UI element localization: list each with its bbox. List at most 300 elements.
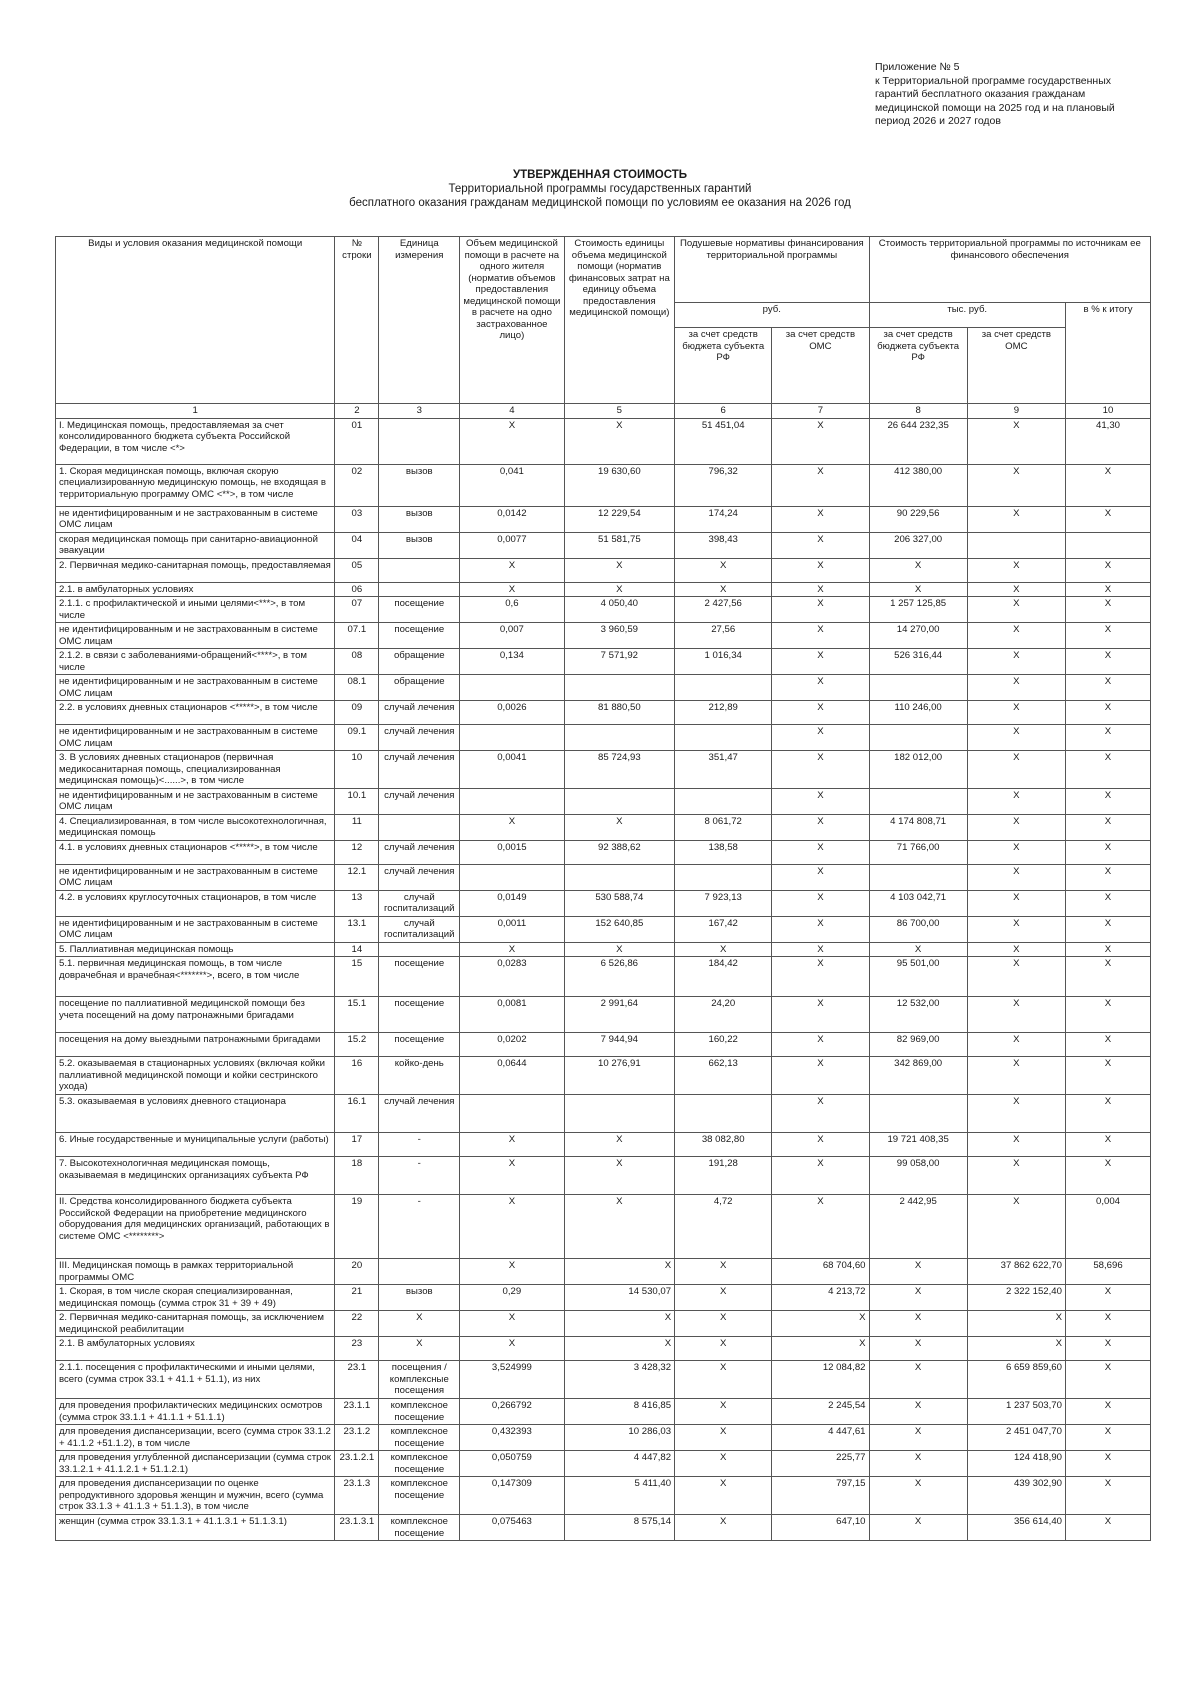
table-row	[56, 649, 1151, 675]
unit-cost-cell	[564, 788, 675, 814]
oms-rub-cell: X	[772, 725, 869, 751]
budget-rub-cell: 167,42	[675, 916, 772, 942]
percent-cell: X	[1065, 1451, 1150, 1477]
unit-cost-cell: X	[564, 814, 675, 840]
table-row	[56, 1399, 1151, 1425]
header-oms-rub: за счет средств ОМС	[772, 328, 869, 404]
budget-thousand-cell: 99 058,00	[869, 1157, 967, 1195]
row-unit: посещение	[379, 997, 460, 1033]
row-name: 2. Первичная медико-санитарная помощь, за исключением медицинской реабилитации	[56, 1311, 335, 1337]
row-name: 5.2. оказываемая в стационарных условиях (включая койки паллиативной медицинской помощи и койки сестринского ухода)	[56, 1057, 335, 1095]
unit-cost-cell: 51 581,75	[564, 532, 675, 558]
row-name: не идентифицированным и не застрахованным в системе ОМС лицам	[56, 725, 335, 751]
unit-cost-cell: 10 286,03	[564, 1425, 675, 1451]
oms-rub-cell: X	[772, 1095, 869, 1133]
row-name: женщин (сумма строк 33.1.3.1 + 41.1.3.1 + 51.1.3.1)	[56, 1515, 335, 1541]
row-number: 23.1.2	[335, 1425, 379, 1451]
column-number: 10	[1065, 404, 1150, 419]
row-name: не идентифицированным и не застрахованным в системе ОМС лицам	[56, 788, 335, 814]
unit-cost-cell: 2 991,64	[564, 997, 675, 1033]
budget-thousand-cell: X	[869, 1311, 967, 1337]
row-unit: X	[379, 1311, 460, 1337]
header-budget-rub: за счет средств бюджета субъекта РФ	[675, 328, 772, 404]
row-number: 10	[335, 751, 379, 789]
unit-cost-cell: 4 447,82	[564, 1451, 675, 1477]
volume-cell: 0,134	[460, 649, 564, 675]
oms-rub-cell: X	[772, 675, 869, 701]
unit-cost-cell: 19 630,60	[564, 464, 675, 506]
oms-rub-cell: 2 245,54	[772, 1399, 869, 1425]
row-name: 7. Высокотехнологичная медицинская помощь, оказываемая в медицинских организациях субъекта РФ	[56, 1157, 335, 1195]
budget-rub-cell: X	[675, 942, 772, 957]
row-name: для проведения углубленной диспансеризации (сумма строк 33.1.2.1 + 41.1.2.1 + 51.1.2.1)	[56, 1451, 335, 1477]
oms-thousand-cell: 37 862 622,70	[967, 1259, 1065, 1285]
budget-thousand-cell: X	[869, 1451, 967, 1477]
row-name: не идентифицированным и не застрахованным в системе ОМС лицам	[56, 916, 335, 942]
row-number: 02	[335, 464, 379, 506]
volume-cell	[460, 725, 564, 751]
unit-cost-cell: X	[564, 1259, 675, 1285]
unit-cost-cell: 152 640,85	[564, 916, 675, 942]
budget-rub-cell: 351,47	[675, 751, 772, 789]
row-unit: посещение	[379, 957, 460, 997]
volume-cell: X	[460, 582, 564, 597]
volume-cell: X	[460, 942, 564, 957]
percent-cell: X	[1065, 1095, 1150, 1133]
table-row	[56, 1311, 1151, 1337]
oms-thousand-cell: X	[967, 1095, 1065, 1133]
unit-cost-cell: 3 960,59	[564, 623, 675, 649]
row-number: 13.1	[335, 916, 379, 942]
row-name: 5. Паллиативная медицинская помощь	[56, 942, 335, 957]
oms-rub-cell: X	[772, 532, 869, 558]
volume-cell: X	[460, 1195, 564, 1259]
table-row	[56, 890, 1151, 916]
table-row	[56, 751, 1151, 789]
table-row	[56, 1515, 1151, 1541]
oms-rub-cell: X	[772, 1195, 869, 1259]
oms-thousand-cell: 439 302,90	[967, 1477, 1065, 1515]
oms-thousand-cell: 356 614,40	[967, 1515, 1065, 1541]
table-row	[56, 864, 1151, 890]
budget-thousand-cell: 206 327,00	[869, 532, 967, 558]
table-row	[56, 1285, 1151, 1311]
header-unit-cost: Стоимость единицы объема медицинской помощи (норматив финансовых затрат на единицу объема предоставления медицинской помощи)	[564, 237, 675, 404]
row-unit: обращение	[379, 649, 460, 675]
percent-cell	[1065, 532, 1150, 558]
oms-rub-cell: X	[772, 506, 869, 532]
budget-thousand-cell: 82 969,00	[869, 1033, 967, 1057]
budget-rub-cell: 174,24	[675, 506, 772, 532]
row-unit: случай лечения	[379, 840, 460, 864]
row-unit	[379, 582, 460, 597]
percent-cell: X	[1065, 1337, 1150, 1361]
row-number: 05	[335, 558, 379, 582]
unit-cost-cell: 85 724,93	[564, 751, 675, 789]
unit-cost-cell: 81 880,50	[564, 701, 675, 725]
table-row	[56, 1157, 1151, 1195]
row-number: 19	[335, 1195, 379, 1259]
volume-cell: X	[460, 1133, 564, 1157]
volume-cell: X	[460, 558, 564, 582]
budget-rub-cell: X	[675, 1451, 772, 1477]
table-body	[56, 418, 1151, 1541]
oms-thousand-cell: X	[967, 418, 1065, 464]
row-unit	[379, 1259, 460, 1285]
budget-rub-cell: 51 451,04	[675, 418, 772, 464]
volume-cell: 0,0142	[460, 506, 564, 532]
row-number: 23	[335, 1337, 379, 1361]
percent-cell: X	[1065, 1057, 1150, 1095]
budget-rub-cell: X	[675, 1285, 772, 1311]
percent-cell: X	[1065, 890, 1150, 916]
volume-cell: 0,0081	[460, 997, 564, 1033]
budget-thousand-cell: 1 257 125,85	[869, 597, 967, 623]
table-row	[56, 506, 1151, 532]
oms-rub-cell: X	[772, 1337, 869, 1361]
oms-rub-cell: X	[772, 649, 869, 675]
column-number: 6	[675, 404, 772, 419]
budget-thousand-cell: 86 700,00	[869, 916, 967, 942]
unit-cost-cell	[564, 725, 675, 751]
budget-thousand-cell: 526 316,44	[869, 649, 967, 675]
row-unit: вызов	[379, 464, 460, 506]
percent-cell: X	[1065, 814, 1150, 840]
percent-cell: X	[1065, 788, 1150, 814]
percent-cell: X	[1065, 1285, 1150, 1311]
row-unit: вызов	[379, 506, 460, 532]
oms-rub-cell: X	[772, 464, 869, 506]
unit-cost-cell: X	[564, 582, 675, 597]
percent-cell: X	[1065, 942, 1150, 957]
oms-rub-cell: 647,10	[772, 1515, 869, 1541]
row-number: 07	[335, 597, 379, 623]
unit-cost-cell: X	[564, 558, 675, 582]
percent-cell: X	[1065, 1515, 1150, 1541]
table-row	[56, 942, 1151, 957]
row-number: 07.1	[335, 623, 379, 649]
table-row	[56, 840, 1151, 864]
volume-cell: 0,432393	[460, 1425, 564, 1451]
percent-cell: X	[1065, 597, 1150, 623]
oms-thousand-cell: X	[967, 890, 1065, 916]
header-rub: руб.	[675, 303, 869, 328]
volume-cell: 0,007	[460, 623, 564, 649]
oms-rub-cell: X	[772, 1157, 869, 1195]
column-number: 4	[460, 404, 564, 419]
budget-rub-cell: 27,56	[675, 623, 772, 649]
row-name: не идентифицированным и не застрахованным в системе ОМС лицам	[56, 506, 335, 532]
column-number: 8	[869, 404, 967, 419]
row-unit: посещения / комплексные посещения	[379, 1361, 460, 1399]
row-number: 16	[335, 1057, 379, 1095]
appendix-line: к Территориальной программе государственных	[875, 74, 1112, 87]
oms-thousand-cell: X	[967, 558, 1065, 582]
percent-cell: X	[1065, 701, 1150, 725]
oms-thousand-cell: X	[967, 840, 1065, 864]
budget-thousand-cell: X	[869, 558, 967, 582]
budget-thousand-cell	[869, 788, 967, 814]
budget-thousand-cell: X	[869, 1361, 967, 1399]
percent-cell: X	[1065, 751, 1150, 789]
percent-cell: X	[1065, 840, 1150, 864]
row-name: III. Медицинская помощь в рамках территориальной программы ОМС	[56, 1259, 335, 1285]
row-name: для проведения диспансеризации по оценке репродуктивного здоровья женщин и мужчин, всего (сумма строк 33.1.3 + 41.1.3 + 51.1.3), в том числе	[56, 1477, 335, 1515]
unit-cost-cell: 6 526,86	[564, 957, 675, 997]
row-unit: случай госпитализаций	[379, 916, 460, 942]
row-unit: обращение	[379, 675, 460, 701]
row-number: 17	[335, 1133, 379, 1157]
budget-thousand-cell: X	[869, 1399, 967, 1425]
row-unit	[379, 814, 460, 840]
volume-cell: X	[460, 1259, 564, 1285]
percent-cell: X	[1065, 725, 1150, 751]
row-name: 4.1. в условиях дневных стационаров <*****>, в том числе	[56, 840, 335, 864]
percent-cell: X	[1065, 864, 1150, 890]
row-name: 2.1.1. посещения с профилактическими и иными целями, всего (сумма строк 33.1 + 41.1 + 51.1), из них	[56, 1361, 335, 1399]
row-unit: случай лечения	[379, 701, 460, 725]
header-oms-thousand: за счет средств ОМС	[967, 328, 1065, 404]
percent-cell: X	[1065, 1157, 1150, 1195]
row-name: 2.1.1. с профилактической и иными целями<***>, в том числе	[56, 597, 335, 623]
budget-rub-cell: 184,42	[675, 957, 772, 997]
budget-thousand-cell: 2 442,95	[869, 1195, 967, 1259]
unit-cost-cell	[564, 675, 675, 701]
budget-rub-cell	[675, 864, 772, 890]
oms-thousand-cell: X	[967, 675, 1065, 701]
volume-cell: X	[460, 814, 564, 840]
percent-cell: X	[1065, 1311, 1150, 1337]
row-number: 01	[335, 418, 379, 464]
percent-cell: X	[1065, 957, 1150, 997]
volume-cell: 0,6	[460, 597, 564, 623]
budget-thousand-cell	[869, 1095, 967, 1133]
header-thousand-rub: тыс. руб.	[869, 303, 1065, 328]
budget-rub-cell: 212,89	[675, 701, 772, 725]
row-number: 04	[335, 532, 379, 558]
oms-rub-cell: X	[772, 418, 869, 464]
row-name: I. Медицинская помощь, предоставляемая за счет консолидированного бюджета субъекта Российской Федерации, в том числе <*>	[56, 418, 335, 464]
budget-rub-cell: X	[675, 1311, 772, 1337]
document-subtitle: бесплатного оказания гражданам медицинской помощи по условиям ее оказания на 2026 год	[349, 197, 851, 209]
volume-cell	[460, 788, 564, 814]
table-row	[56, 418, 1151, 464]
oms-rub-cell: X	[772, 582, 869, 597]
row-number: 23.1.3	[335, 1477, 379, 1515]
volume-cell: 0,075463	[460, 1515, 564, 1541]
volume-cell: 0,0644	[460, 1057, 564, 1095]
column-number: 2	[335, 404, 379, 419]
oms-rub-cell: X	[772, 597, 869, 623]
budget-rub-cell: 138,58	[675, 840, 772, 864]
row-name: не идентифицированным и не застрахованным в системе ОМС лицам	[56, 623, 335, 649]
budget-thousand-cell	[869, 725, 967, 751]
row-number: 15.2	[335, 1033, 379, 1057]
percent-cell: X	[1065, 1477, 1150, 1515]
row-number: 15.1	[335, 997, 379, 1033]
document-heading	[0, 168, 1200, 210]
budget-rub-cell: 1 016,34	[675, 649, 772, 675]
oms-thousand-cell: 2 451 047,70	[967, 1425, 1065, 1451]
table-row	[56, 701, 1151, 725]
row-name: 5.1. первичная медицинская помощь, в том числе доврачебная и врачебная<*******>, всего, в том числе	[56, 957, 335, 997]
row-number: 14	[335, 942, 379, 957]
budget-rub-cell: 8 061,72	[675, 814, 772, 840]
table-row	[56, 1337, 1151, 1361]
percent-cell: X	[1065, 1425, 1150, 1451]
unit-cost-cell: X	[564, 1133, 675, 1157]
percent-cell: X	[1065, 623, 1150, 649]
volume-cell: 0,050759	[460, 1451, 564, 1477]
oms-thousand-cell: X	[967, 864, 1065, 890]
percent-cell: X	[1065, 675, 1150, 701]
row-name: скорая медицинская помощь при санитарно-авиационной эвакуации	[56, 532, 335, 558]
budget-thousand-cell: 14 270,00	[869, 623, 967, 649]
row-number: 12	[335, 840, 379, 864]
row-name: для проведения профилактических медицинских осмотров (сумма строк 33.1.1 + 41.1.1 + 51.1.1)	[56, 1399, 335, 1425]
volume-cell: 3,524999	[460, 1361, 564, 1399]
appendix-line: медицинской помощи на 2025 год и на плановый	[875, 101, 1115, 114]
table-row	[56, 1451, 1151, 1477]
oms-thousand-cell: X	[967, 649, 1065, 675]
budget-rub-cell: 398,43	[675, 532, 772, 558]
table-row	[56, 532, 1151, 558]
budget-thousand-cell: 90 229,56	[869, 506, 967, 532]
oms-rub-cell: 4 447,61	[772, 1425, 869, 1451]
unit-cost-cell: 7 571,92	[564, 649, 675, 675]
row-name: для проведения диспансеризации, всего (сумма строк 33.1.2 + 41.1.2 +51.1.2), в том числе	[56, 1425, 335, 1451]
budget-thousand-cell: 4 174 808,71	[869, 814, 967, 840]
budget-thousand-cell: X	[869, 1337, 967, 1361]
oms-rub-cell: X	[772, 942, 869, 957]
volume-cell: 0,266792	[460, 1399, 564, 1425]
row-unit: комплексное посещение	[379, 1451, 460, 1477]
unit-cost-cell	[564, 864, 675, 890]
document-subtitle: Территориальной программы государственных гарантий	[448, 183, 752, 195]
budget-rub-cell: 7 923,13	[675, 890, 772, 916]
budget-rub-cell: X	[675, 1337, 772, 1361]
percent-cell: X	[1065, 649, 1150, 675]
oms-rub-cell: X	[772, 997, 869, 1033]
percent-cell: X	[1065, 1399, 1150, 1425]
oms-thousand-cell: X	[967, 1157, 1065, 1195]
budget-thousand-cell: X	[869, 1515, 967, 1541]
oms-rub-cell: X	[772, 1033, 869, 1057]
header-row-number: № строки	[335, 237, 379, 404]
row-unit: комплексное посещение	[379, 1477, 460, 1515]
row-unit	[379, 418, 460, 464]
budget-thousand-cell: X	[869, 1285, 967, 1311]
oms-thousand-cell: X	[967, 814, 1065, 840]
budget-thousand-cell: 342 869,00	[869, 1057, 967, 1095]
oms-thousand-cell: X	[967, 997, 1065, 1033]
row-unit: посещение	[379, 623, 460, 649]
budget-rub-cell: 38 082,80	[675, 1133, 772, 1157]
row-number: 13	[335, 890, 379, 916]
volume-cell: 0,0041	[460, 751, 564, 789]
percent-cell: X	[1065, 1361, 1150, 1399]
row-unit: -	[379, 1133, 460, 1157]
budget-rub-cell: X	[675, 1515, 772, 1541]
volume-cell: X	[460, 418, 564, 464]
row-unit: случай лечения	[379, 788, 460, 814]
row-name: 3. В условиях дневных стационаров (первичная медикосанитарная помощь, специализированная медицинская помощь)<......>, в том числе	[56, 751, 335, 789]
column-number-row	[56, 404, 1151, 419]
unit-cost-cell: 5 411,40	[564, 1477, 675, 1515]
oms-rub-cell: X	[772, 788, 869, 814]
table-row	[56, 582, 1151, 597]
oms-thousand-cell: X	[967, 1195, 1065, 1259]
oms-rub-cell: X	[772, 751, 869, 789]
volume-cell: 0,0015	[460, 840, 564, 864]
budget-rub-cell: 24,20	[675, 997, 772, 1033]
budget-rub-cell	[675, 725, 772, 751]
budget-rub-cell: X	[675, 1259, 772, 1285]
row-name: 6. Иные государственные и муниципальные услуги (работы)	[56, 1133, 335, 1157]
oms-thousand-cell: X	[967, 788, 1065, 814]
column-number: 7	[772, 404, 869, 419]
percent-cell: X	[1065, 997, 1150, 1033]
table-row	[56, 997, 1151, 1033]
budget-rub-cell: 2 427,56	[675, 597, 772, 623]
row-name: 1. Скорая медицинская помощь, включая скорую специализированную медицинскую помощь, не входящая в территориальную программу ОМС <**>, в том числе	[56, 464, 335, 506]
row-unit	[379, 942, 460, 957]
budget-thousand-cell	[869, 675, 967, 701]
cost-table	[55, 236, 1151, 1541]
budget-thousand-cell: X	[869, 582, 967, 597]
table-row	[56, 558, 1151, 582]
header-budget-thousand: за счет средств бюджета субъекта РФ	[869, 328, 967, 404]
oms-thousand-cell: X	[967, 582, 1065, 597]
budget-rub-cell: X	[675, 582, 772, 597]
percent-cell: X	[1065, 582, 1150, 597]
unit-cost-cell: 7 944,94	[564, 1033, 675, 1057]
volume-cell	[460, 1095, 564, 1133]
row-name: 4.2. в условиях круглосуточных стационаров, в том числе	[56, 890, 335, 916]
table-row	[56, 1477, 1151, 1515]
table-row	[56, 1095, 1151, 1133]
oms-thousand-cell: X	[967, 751, 1065, 789]
budget-rub-cell: X	[675, 1477, 772, 1515]
oms-thousand-cell: X	[967, 597, 1065, 623]
percent-cell: X	[1065, 916, 1150, 942]
oms-thousand-cell: X	[967, 957, 1065, 997]
percent-cell: X	[1065, 558, 1150, 582]
oms-thousand-cell: X	[967, 1133, 1065, 1157]
oms-rub-cell: X	[772, 701, 869, 725]
row-number: 10.1	[335, 788, 379, 814]
oms-thousand-cell: X	[967, 701, 1065, 725]
table-row	[56, 1057, 1151, 1095]
budget-thousand-cell	[869, 864, 967, 890]
row-number: 23.1.2.1	[335, 1451, 379, 1477]
budget-thousand-cell: X	[869, 942, 967, 957]
row-number: 09.1	[335, 725, 379, 751]
oms-rub-cell: X	[772, 890, 869, 916]
table-row	[56, 464, 1151, 506]
table-row	[56, 957, 1151, 997]
row-number: 23.1.1	[335, 1399, 379, 1425]
oms-rub-cell: X	[772, 840, 869, 864]
budget-thousand-cell: 26 644 232,35	[869, 418, 967, 464]
row-number: 22	[335, 1311, 379, 1337]
percent-cell: X	[1065, 464, 1150, 506]
oms-rub-cell: X	[772, 623, 869, 649]
row-number: 18	[335, 1157, 379, 1195]
budget-rub-cell	[675, 1095, 772, 1133]
budget-rub-cell: 4,72	[675, 1195, 772, 1259]
row-number: 06	[335, 582, 379, 597]
